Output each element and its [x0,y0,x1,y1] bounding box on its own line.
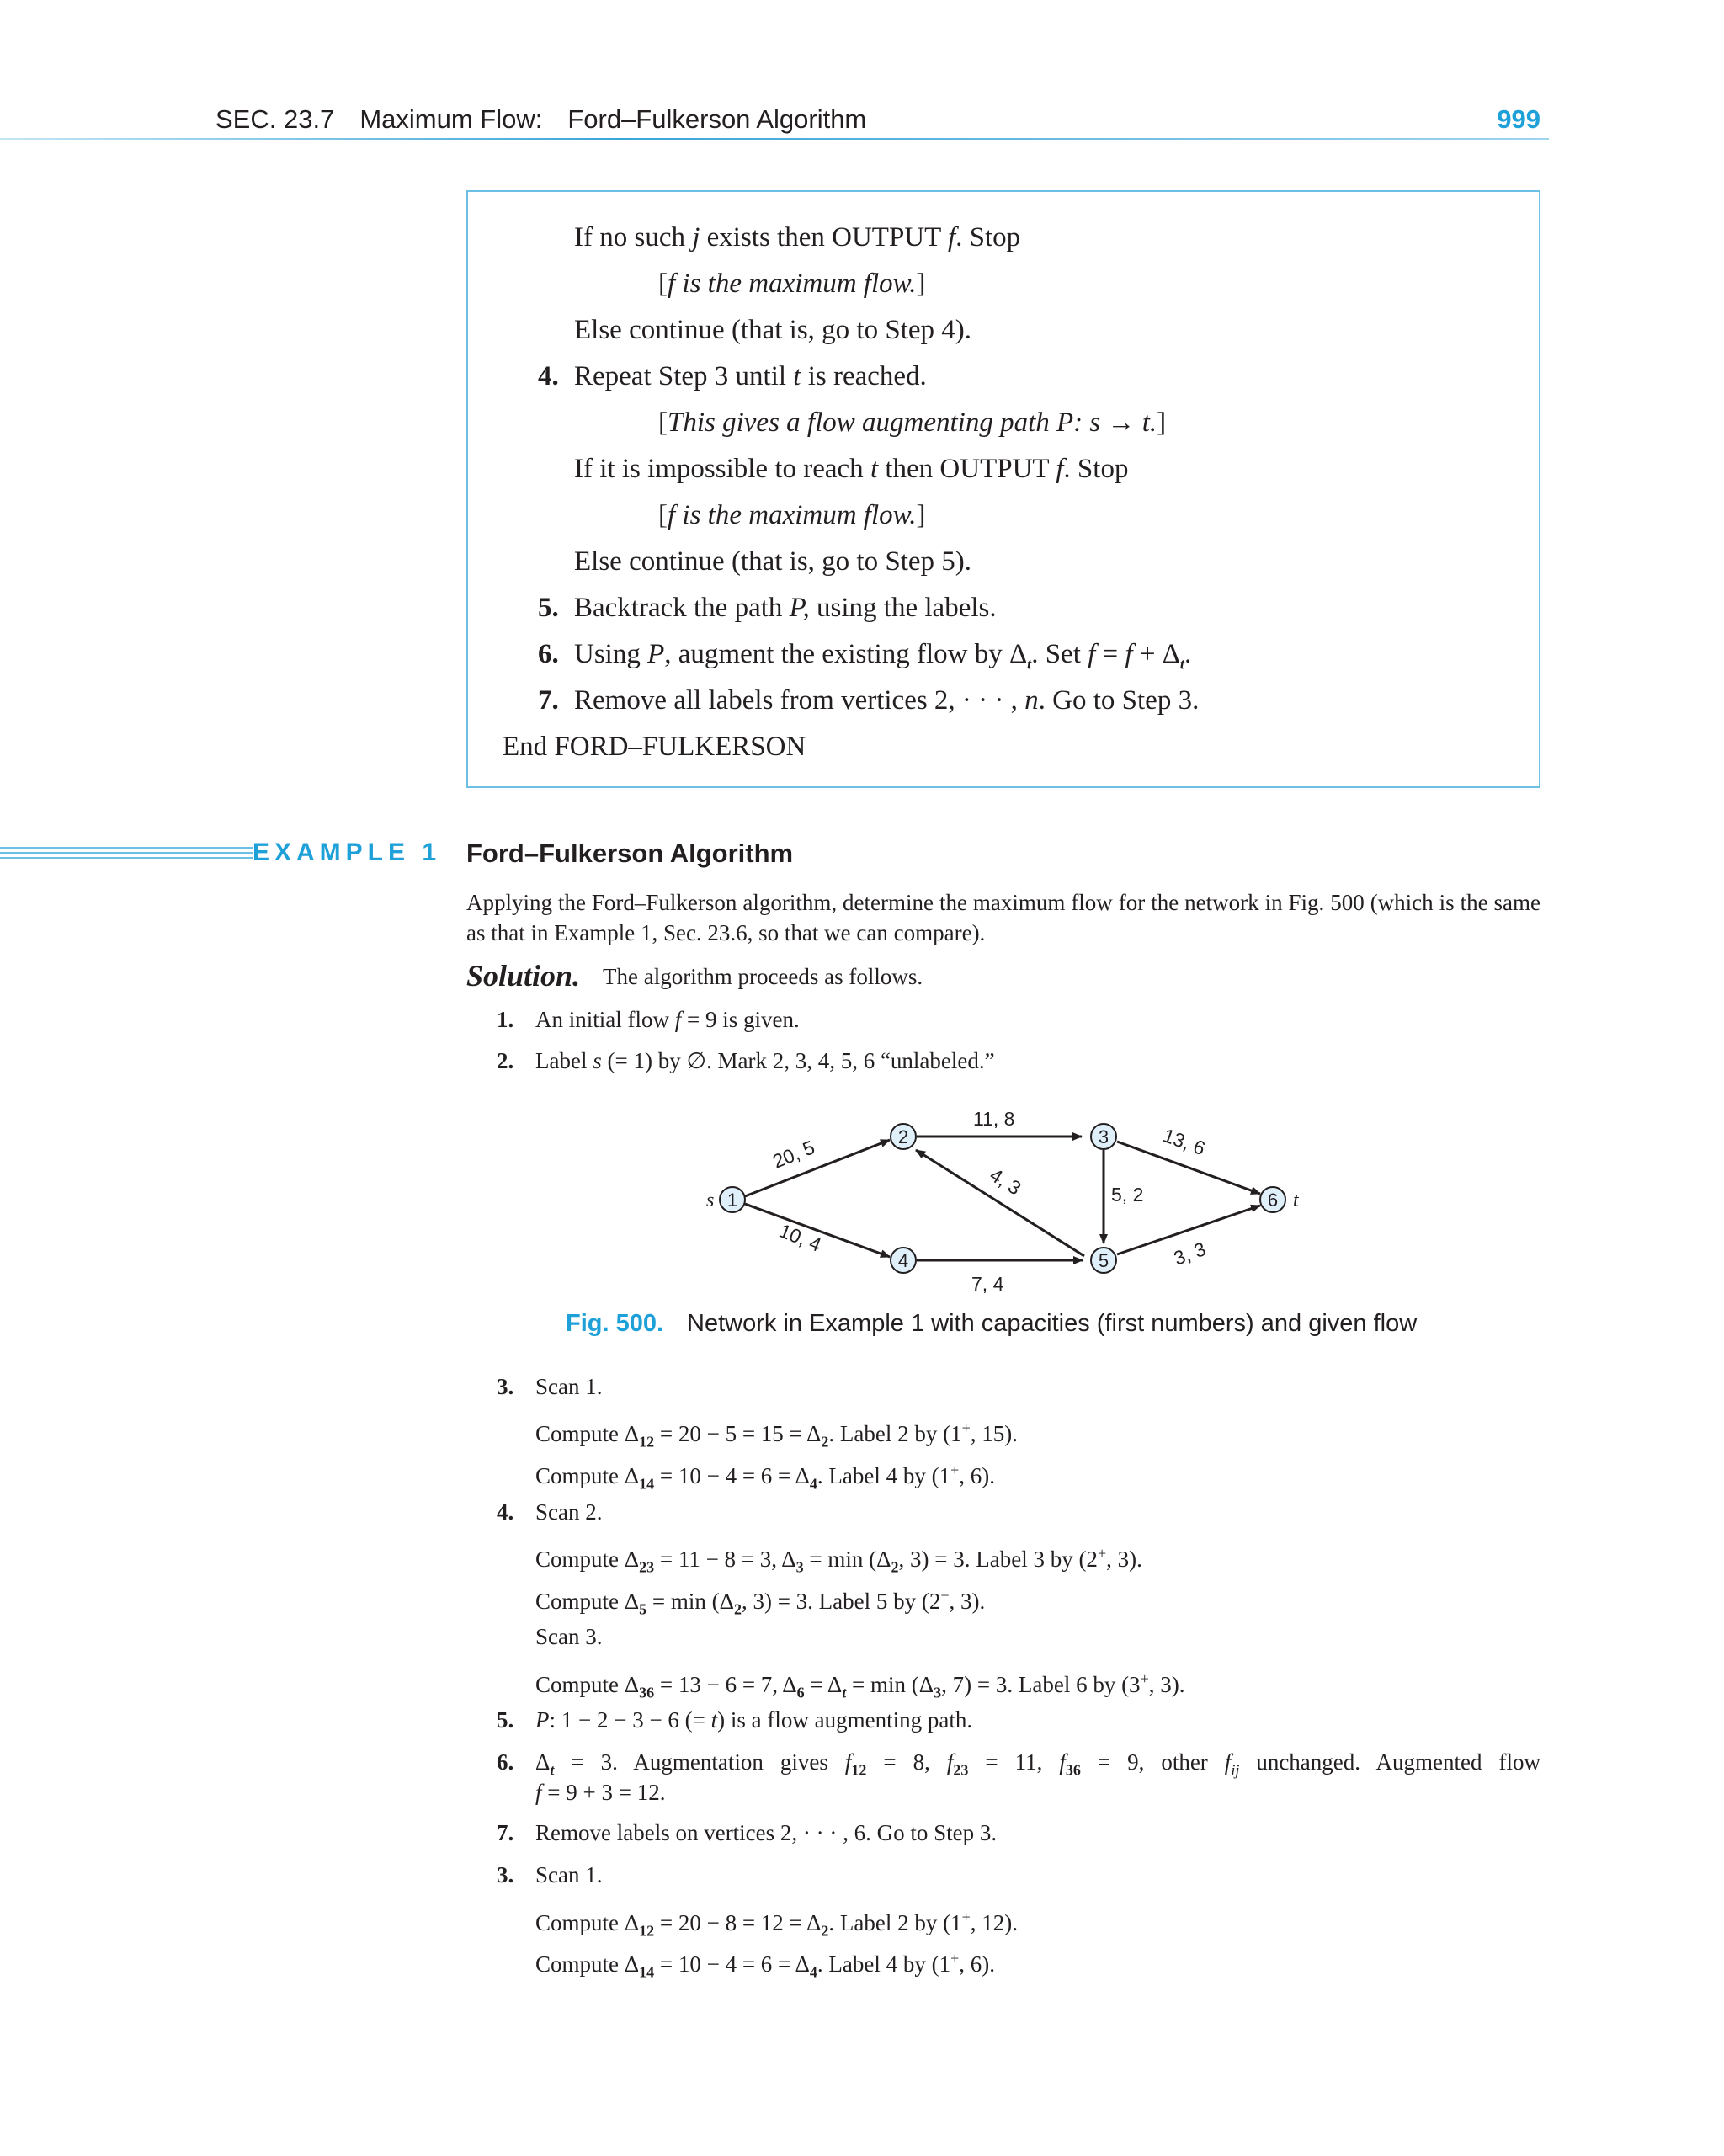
network-figure [690,1101,1330,1303]
algo-line: If no such j exists then OUTPUT f. Stop [574,222,1021,253]
example-intro: Applying the Ford–Fulkerson algorithm, determine the maximum flow for the network in Fig. 500 (which is the same as that in Example 1, Sec. 23.6, so that we can compare). [466,890,1540,945]
figure-number: Fig. 500. [566,1310,664,1337]
solution-step: 2. Label s (= 1) by ∅. Mark 2, 3, 4, 5, 6 “unlabeled.” [497,1048,995,1073]
edge-label-1-4: 10, 4 [776,1219,825,1256]
figure-caption [566,1310,1417,1338]
step-number: 6. [497,1749,514,1775]
section-title-part-1: Maximum Flow: [359,104,543,134]
section-title-part-2: Ford–Fulkerson Algorithm [567,104,867,134]
header-rule [0,138,1549,140]
step-number: 7. [538,685,559,716]
algo-line: Else continue (that is, go to Step 5). [574,546,972,577]
algo-line: 4. Repeat Step 3 until t is reached. [538,361,927,391]
algo-line: Else continue (that is, go to Step 4). [574,315,972,345]
example-title: Ford–Fulkerson Algorithm [466,838,794,868]
solution-step: Scan 3. [535,1624,603,1649]
solution-step: f = 9 + 3 = 12. [535,1780,666,1805]
step-number: 3. [497,1862,514,1887]
step-number: 4. [538,361,559,391]
edge-label-2-3: 11, 8 [973,1108,1015,1130]
solution-step: 6. $\Delta_t = 3$. Augmentation gives $f_{12} = 8$, $f_{23} = 11$, $f_{36} = 9$, other $f_{ij}$ unchanged. Augmented flow [497,1749,1540,1779]
solution-step: 7. Remove labels on vertices 2, · · · , 6. Go to Step 3. [497,1820,998,1845]
edge-label-3-6: 13, 6 [1160,1124,1209,1160]
step-number: 3. [497,1374,514,1399]
algo-line: End FORD–FULKERSON [503,732,806,762]
solution-step: Compute $\Delta_{36} = 13 - 6 = 7$, $\Delta_6 = \Delta_t = \min (\Delta_3$, 7) = 3. Label 6 by (3+, 3). [535,1670,1185,1701]
step-number: 2. [497,1048,514,1073]
solution-step: Compute $\Delta_{14} = 10 - 4 = 6 = \Delta_4$. Label 4 by (1+, 6). [535,1950,995,1981]
step-number: 4. [497,1499,514,1525]
page-number: 999 [1497,104,1540,134]
node-2-label: 2 [897,1126,909,1147]
edge-label-4-5: 7, 4 [971,1273,1004,1295]
step-number: 6. [538,639,559,669]
node-3-label: 3 [1098,1126,1109,1147]
algo-line: 5. Backtrack the path P, using the labels. [538,593,997,623]
solution-step: 4. Scan 2. [497,1499,603,1525]
solution-step: Compute $\Delta_{12} = 20 - 8 = 12 = \Delta_2$. Label 2 by (1+, 12). [535,1908,1018,1940]
step-number: 1. [497,1007,514,1032]
algo-line: 6. Using P, augment the existing flow by $\Delta_t$. Set $f = f + \Delta_t$. [538,639,1192,673]
edge-label-5-2: 4, 3 [986,1163,1025,1200]
edge-label-5-6: 3, 3 [1170,1238,1209,1270]
solution-step: Compute $\Delta_{14} = 10 - 4 = 6 = \Delta_4$. Label 4 by (1+, 6). [535,1461,995,1493]
solution-step: 3. Scan 1. [497,1862,603,1887]
algorithm-box [466,190,1540,788]
solution-step: Compute $\Delta_5 = \min (\Delta_2$, 3) = 3. Label 5 by (2−, 3). [535,1587,986,1618]
node-5-label: 5 [1098,1250,1109,1271]
section-number: SEC. 23.7 [216,104,335,134]
solution-text: The algorithm proceeds as follows. [603,964,923,989]
algo-line: [This gives a flow augmenting path P: s → t.] [658,407,1167,438]
algo-line: If it is impossible to reach t then OUTPUT f. Stop [574,454,1129,484]
algo-line: 7. Remove all labels from vertices 2, · · · , n. Go to Step 3. [538,685,1200,716]
node-1-label: 1 [726,1190,738,1211]
step-number: 5. [497,1707,514,1733]
source-label: s [706,1190,715,1211]
solution-step: Compute $\Delta_{23} = 11 - 8 = 3$, $\Delta_3 = \min (\Delta_2$, 3) = 3. Label 3 by (2+, 3). [535,1545,1142,1576]
solution-step: 1. An initial flow f = 9 is given. [497,1007,800,1032]
step-number: 7. [497,1820,514,1845]
figure-caption-text: Network in Example 1 with capacities (first numbers) and given flow [687,1310,1418,1337]
node-6-label: 6 [1267,1190,1279,1211]
edge-label-3-5: 5, 2 [1111,1184,1144,1206]
edge-label-1-2: 20, 5 [769,1136,818,1173]
algo-line: [f is the maximum flow.] [658,269,926,299]
sink-label: t [1293,1190,1299,1211]
edge-1-2 [745,1140,890,1196]
solution-step: 5. P: 1 − 2 − 3 − 6 (= t) is a flow augmenting path. [497,1707,973,1733]
solution-step: Compute $\Delta_{12} = 20 - 5 = 15 = \Delta_2$. Label 2 by (1+, 15). [535,1419,1018,1451]
example-label: EXAMPLE 1 [253,838,446,867]
running-header [216,104,891,135]
solution-step: 3. Scan 1. [497,1374,603,1399]
solution-heading: Solution. [466,959,581,993]
algo-line: [f is the maximum flow.] [658,500,926,530]
step-number: 5. [538,593,559,623]
node-4-label: 4 [897,1250,909,1271]
